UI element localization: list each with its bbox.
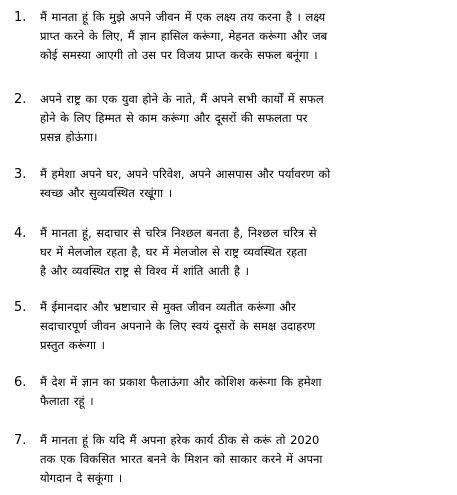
text-line: प्रस्तुत करूंगा ।	[40, 338, 106, 352]
list-number: 5.	[14, 300, 27, 315]
list-number: 3.	[14, 167, 27, 182]
list-item-text	[40, 8, 450, 65]
text-line: कोई समस्या आएगी तो उस पर विजय प्राप्त करके सफल बनूंगा ।	[40, 48, 318, 62]
text-line: मैं मानता हूं कि यदि मैं अपना हरेक कार्य ठीक से करूं तो 2020	[40, 433, 320, 447]
list-item-text	[40, 431, 450, 488]
text-line: मैं देश में ज्ञान का प्रकाश फैलाऊंगा और कोशिश करूंगा कि हमेशा	[40, 375, 322, 389]
list-number: 2.	[14, 92, 27, 107]
text-line: स्वच्छ और सुव्यवस्थित रखूंगा ।	[40, 186, 173, 200]
text-line: मैं ईमानदार और भ्रष्टाचार से मुक्त जीवन व्यतीत करूंगा और	[40, 300, 296, 314]
list-number: 1.	[14, 10, 27, 25]
list-number: 4.	[14, 226, 27, 241]
list-number: 7.	[14, 433, 27, 448]
list-item-text	[40, 165, 450, 203]
text-line: प्राप्त करने के लिए, मैं ज्ञान हासिल करूंगा, मेहनत करूंगा और जब	[40, 29, 328, 43]
text-line: तक एक विकसित भारत बनने के मिशन को साकार करने में अपना	[40, 452, 323, 466]
text-line: मैं मानता हूं, सदाचार से चरित्र निश्छल बनता है, निश्छल चरित्र से	[40, 226, 317, 240]
text-line: है और व्यवस्थित राष्ट्र से विश्व में शांति आती है ।	[40, 264, 250, 278]
text-line: मैं हमेशा अपने घर, अपने परिवेश, अपने आसपास और पर्यावरण को	[40, 167, 331, 181]
text-line: अपने राष्ट्र का एक युवा होने के नाते, मैं अपने सभी कार्यों में सफल	[40, 92, 324, 106]
text-line: योगदान दे सकूंगा ।	[40, 471, 123, 485]
list-item-text	[40, 298, 450, 355]
text-line: सदाचारपूर्ण जीवन अपनाने के लिए स्वयं दूसरों के समक्ष उदाहरण	[40, 319, 316, 333]
text-line: होने के लिए हिम्मत से काम करूंगा और दूसरों की सफलता पर	[40, 111, 308, 125]
list-item-text	[40, 373, 450, 411]
text-line: फैलाता रहूं ।	[40, 394, 94, 408]
text-line: मैं मानता हूं कि मुझे अपने जीवन में एक लक्ष्य तय करना है । लक्ष्य	[40, 10, 326, 24]
text-line: प्रसन्न होऊंगा।	[40, 130, 98, 144]
list-item-text	[40, 224, 450, 281]
list-number: 6.	[14, 375, 27, 390]
list-item-text	[40, 90, 450, 147]
text-line: घर में मेलजोल रहता है, घर में मेलजोल से राष्ट्र व्यवस्थित रहता	[40, 245, 307, 259]
